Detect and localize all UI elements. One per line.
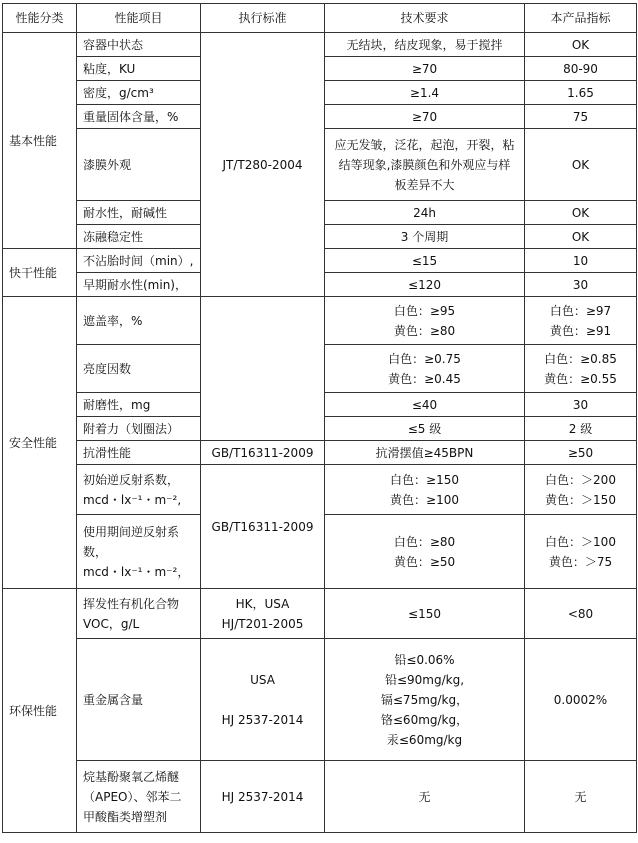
- value-cell: 0.0002%: [525, 639, 637, 761]
- header-category: 性能分类: [3, 4, 77, 33]
- item-cell: 附着力（划圈法）: [77, 417, 201, 441]
- standard-cell-empty: [201, 297, 325, 441]
- item-cell: 初始逆反射系数， mcd・lx⁻¹・m⁻²,: [77, 465, 201, 515]
- requirement-cell: 白色：≥95 黄色：≥80: [325, 297, 525, 345]
- value-cell: 白色：≥0.85 黄色：≥0.55: [525, 345, 637, 393]
- standard-cell: HK，USA HJ/T201-2005: [201, 589, 325, 639]
- requirement-cell: ≤120: [325, 273, 525, 297]
- requirement-cell: 铅≤0.06% 铅≤90mg/kg, 镉≤75mg/kg， 铬≤60mg/kg， 汞≤60mg/kg: [325, 639, 525, 761]
- value-cell: OK: [525, 225, 637, 249]
- requirement-cell: ≥1.4: [325, 81, 525, 105]
- requirement-cell: 白色：≥0.75 黄色：≥0.45: [325, 345, 525, 393]
- item-cell: 亮度因数: [77, 345, 201, 393]
- value-cell: 无: [525, 761, 637, 833]
- requirement-cell: ≤40: [325, 393, 525, 417]
- standard-cell: USA HJ 2537-2014: [201, 639, 325, 761]
- value-cell: OK: [525, 129, 637, 201]
- standard-cell: HJ 2537-2014: [201, 761, 325, 833]
- value-cell: 30: [525, 393, 637, 417]
- category-cell: 安全性能: [3, 297, 77, 589]
- standard-cell: GB/T16311-2009: [201, 441, 325, 465]
- item-cell: 重金属含量: [77, 639, 201, 761]
- value-cell: 10: [525, 249, 637, 273]
- requirement-cell: 白色：≥150 黄色：≥100: [325, 465, 525, 515]
- table-row: [3, 441, 637, 465]
- table-row: [3, 33, 637, 57]
- item-cell: 烷基酚聚氧乙烯醚 （APEO）、邻苯二 甲酸酯类增塑剂: [77, 761, 201, 833]
- requirement-cell: 应无发皱，泛花，起泡，开裂，粘 结等现象,漆膜颜色和外观应与样 板差异不大: [325, 129, 525, 201]
- table-row: [3, 761, 637, 833]
- value-cell: 30: [525, 273, 637, 297]
- requirement-cell: ≤15: [325, 249, 525, 273]
- item-cell: 遮盖率，%: [77, 297, 201, 345]
- item-cell: 抗滑性能: [77, 441, 201, 465]
- table-row: [3, 297, 637, 345]
- header-standard: 执行标准: [201, 4, 325, 33]
- item-cell: 冻融稳定性: [77, 225, 201, 249]
- value-cell: <80: [525, 589, 637, 639]
- value-cell: 1.65: [525, 81, 637, 105]
- item-cell: 早期耐水性(min)，: [77, 273, 201, 297]
- requirement-cell: 白色：≥80 黄色：≥50: [325, 515, 525, 589]
- header-row: [3, 4, 637, 33]
- header-item: 性能项目: [77, 4, 201, 33]
- value-cell: OK: [525, 201, 637, 225]
- item-cell: 挥发性有机化合物 VOC，g/L: [77, 589, 201, 639]
- table-row: [3, 589, 637, 639]
- requirement-cell: ≥70: [325, 57, 525, 81]
- value-cell: 白色：≥97 黄色：≥91: [525, 297, 637, 345]
- requirement-cell: ≤5 级: [325, 417, 525, 441]
- value-cell: ≥50: [525, 441, 637, 465]
- item-cell: 容器中状态: [77, 33, 201, 57]
- standard-cell: GB/T16311-2009: [201, 465, 325, 589]
- item-cell: 重量固体含量，%: [77, 105, 201, 129]
- header-requirement: 技术要求: [325, 4, 525, 33]
- requirement-cell: 24h: [325, 201, 525, 225]
- category-cell: 环保性能: [3, 589, 77, 833]
- header-product-value: 本产品指标: [525, 4, 637, 33]
- item-cell: 密度，g/cm³: [77, 81, 201, 105]
- value-cell: 白色：＞200 黄色：＞150: [525, 465, 637, 515]
- item-cell: 使用期间逆反射系 数， mcd・lx⁻¹・m⁻²，: [77, 515, 201, 589]
- item-cell: 耐水性，耐碱性: [77, 201, 201, 225]
- requirement-cell: ≤150: [325, 589, 525, 639]
- performance-table: [2, 3, 637, 833]
- table-row: [3, 465, 637, 515]
- table-row: [3, 639, 637, 761]
- item-cell: 粘度，KU: [77, 57, 201, 81]
- value-cell: 75: [525, 105, 637, 129]
- value-cell: 白色：＞100 黄色：＞75: [525, 515, 637, 589]
- item-cell: 不沾胎时间（min）,: [77, 249, 201, 273]
- category-cell: 基本性能: [3, 33, 77, 249]
- requirement-cell: 无结块，结皮现象，易于搅拌: [325, 33, 525, 57]
- value-cell: 80-90: [525, 57, 637, 81]
- requirement-cell: 抗滑摆值≥45BPN: [325, 441, 525, 465]
- requirement-cell: ≥70: [325, 105, 525, 129]
- requirement-cell: 3 个周期: [325, 225, 525, 249]
- category-cell: 快干性能: [3, 249, 77, 297]
- requirement-cell: 无: [325, 761, 525, 833]
- standard-cell: JT/T280-2004: [201, 33, 325, 297]
- item-cell: 漆膜外观: [77, 129, 201, 201]
- value-cell: OK: [525, 33, 637, 57]
- value-cell: 2 级: [525, 417, 637, 441]
- item-cell: 耐磨性，mg: [77, 393, 201, 417]
